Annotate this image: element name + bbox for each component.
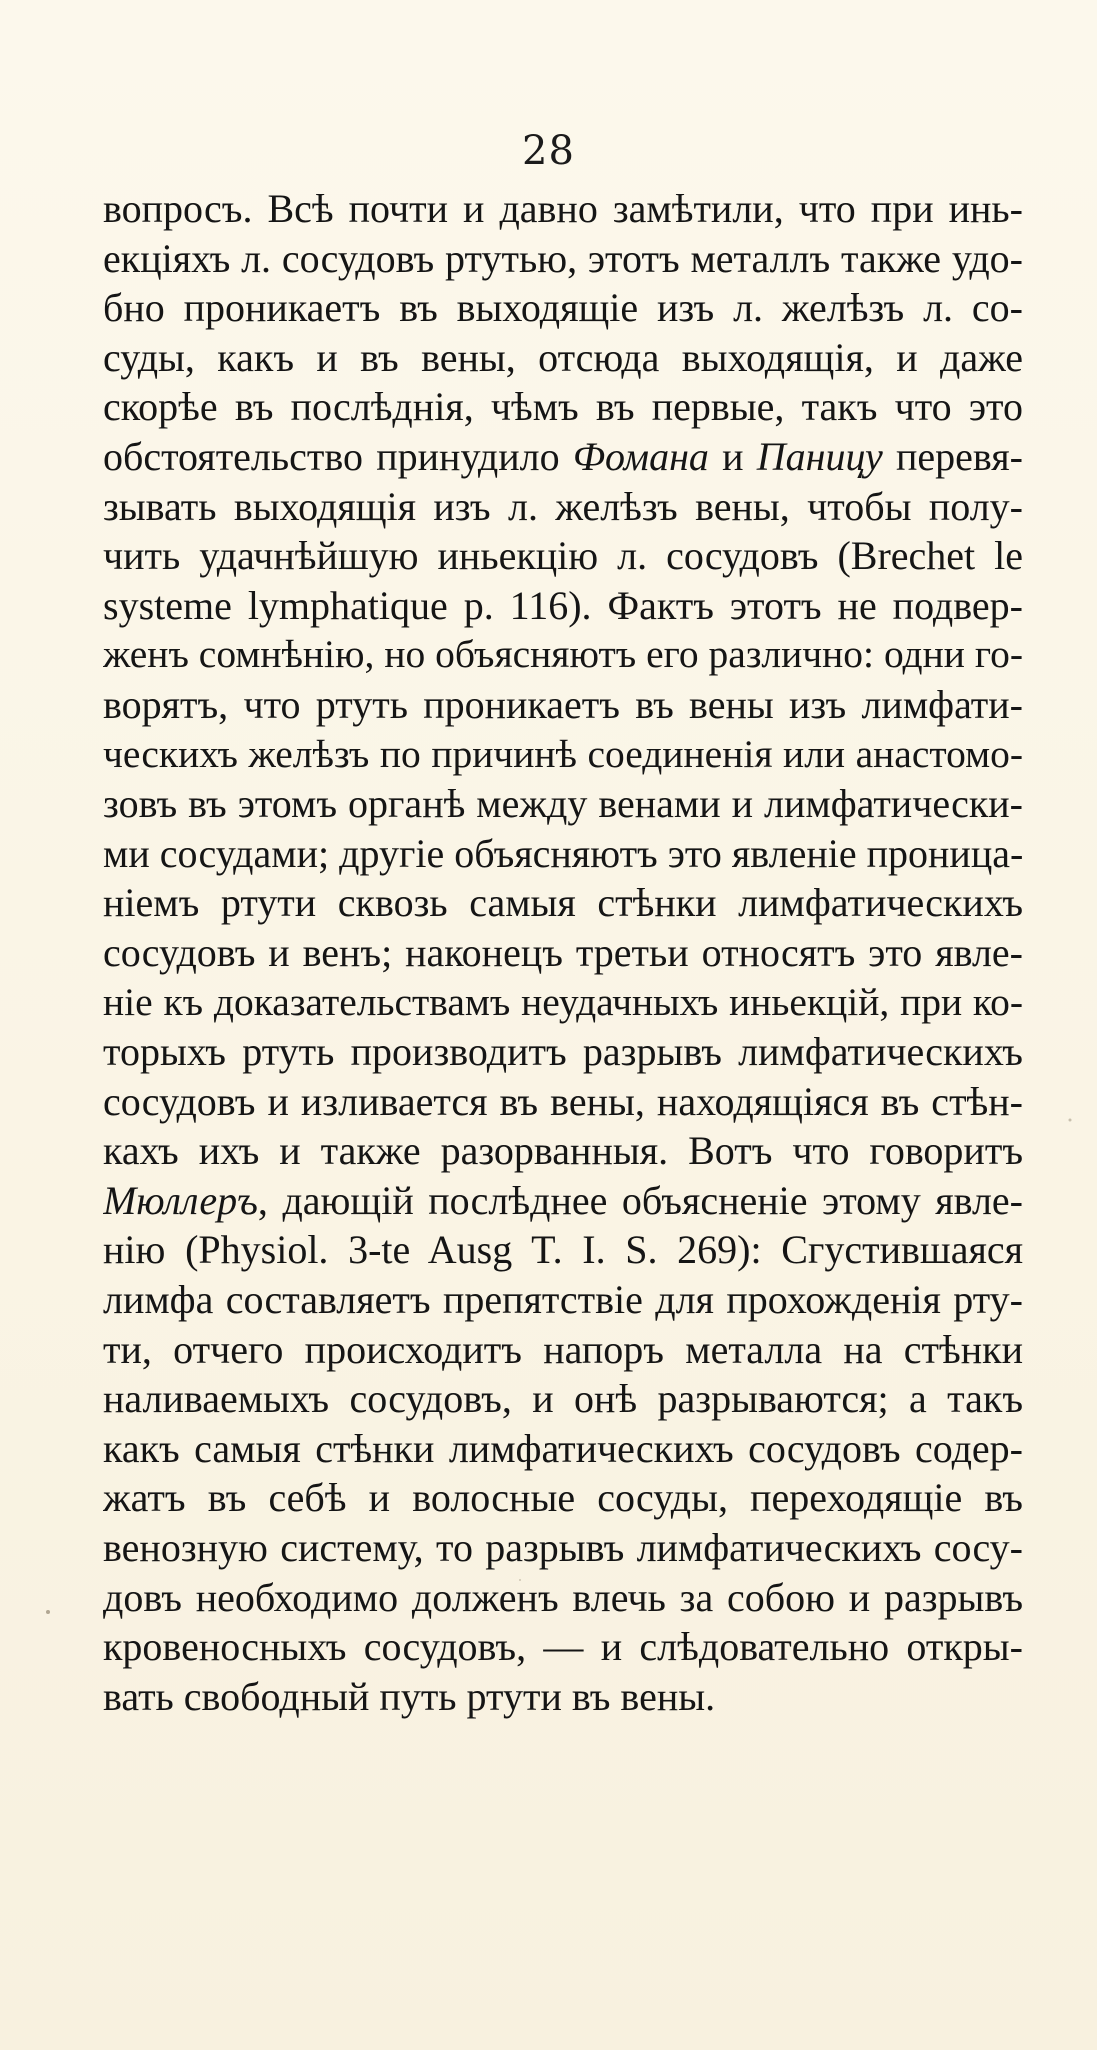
body-text xyxy=(103,184,1023,1721)
author-name: Фомана xyxy=(572,433,709,479)
text-line: чить удачнѣйшую иньекцію л. сосудовъ (Brechet le xyxy=(103,533,1023,579)
text-line: суды, какъ и въ вены, отсюда выходящія, и даже xyxy=(103,334,1023,380)
author-name: Паницу xyxy=(756,433,883,479)
text-line: ніемъ ртути сквозь самыя стѣнки лимфатическихъ xyxy=(103,880,1023,926)
text-line: сосудовъ и изливается въ вены, находящіяся въ стѣн- xyxy=(103,1078,1023,1124)
text-line: systeme lymphatique p. 116). Фактъ этотъ не подвер- xyxy=(103,582,1023,628)
text-line: жатъ въ себѣ и волосные сосуды, переходящіе въ xyxy=(103,1475,1023,1521)
text-line: торыхъ ртуть производитъ разрывъ лимфатическихъ xyxy=(103,1029,1023,1075)
text-line: бно проникаетъ въ выходящіе изъ л. желѣзъ л. со- xyxy=(103,285,1023,331)
text-line: ти, отчего происходитъ напоръ металла на стѣнки xyxy=(103,1326,1023,1372)
text-line: наливаемыхъ сосудовъ, и онѣ разрываются; а такъ xyxy=(103,1376,1023,1422)
paper-speck xyxy=(1069,1119,1072,1122)
text-line: зывать выходящія изъ л. желѣзъ вены, чтобы полу- xyxy=(103,483,1023,529)
author-name: Мюллеръ xyxy=(103,1177,258,1223)
text-line: женъ сомнѣнію, но объясняютъ его различно: одни го- xyxy=(103,632,1023,677)
text-line: кровеносныхъ сосудовъ, — и слѣдовательно откры- xyxy=(103,1624,1023,1670)
text-line: ми сосудами; другіе объясняютъ это явленіе проница- xyxy=(103,830,1023,876)
text-line: вать свободный путь ртути въ вены. xyxy=(103,1673,716,1719)
text-line: венозную систему, то разрывъ лимфатическихъ сосу- xyxy=(103,1525,1023,1571)
text-line: ворятъ, что ртуть проникаетъ въ вены изъ лимфати- xyxy=(103,681,1023,727)
text-line: лимфа составляетъ препятствіе для прохожденія рту- xyxy=(103,1277,1023,1323)
text-line: зовъ въ этомъ органѣ между венами и лимфатически- xyxy=(103,781,1023,827)
paper-speck xyxy=(46,1610,50,1614)
text-line: сосудовъ и венъ; наконецъ третьи относятъ это явле- xyxy=(103,929,1023,975)
text-line: скорѣе въ послѣднія, чѣмъ въ первые, такъ что это xyxy=(103,384,1023,430)
text-line: нію (Physiol. 3-te Ausg T. I. S. 269): Сгустившаяся xyxy=(103,1227,1023,1273)
text-line: кахъ ихъ и также разорванныя. Вотъ что говоритъ xyxy=(103,1128,1023,1174)
text-line: довъ необходимо долженъ влечь за собою и разрывъ xyxy=(103,1574,1023,1620)
text-line: ческихъ желѣзъ по причинѣ соединенія или анастомо- xyxy=(103,731,1023,776)
page-number: 28 xyxy=(522,128,575,174)
text-line: ніе къ доказательствамъ неудачныхъ иньекцій, при ко- xyxy=(103,979,1023,1024)
text-line: вопросъ. Всѣ почти и давно замѣтили, что при инь- xyxy=(103,186,1023,231)
text-line: Мюллеръ, дающій послѣднее объясненіе этому явле- xyxy=(103,1177,1023,1223)
text-line: какъ самыя стѣнки лимфатическихъ сосудовъ содер- xyxy=(103,1425,1023,1471)
text-line: обстоятельство принудило Фомана и Паницу перевя- xyxy=(103,433,1023,479)
text-line: екціяхъ л. сосудовъ ртутью, этотъ металлъ также удо- xyxy=(103,235,1023,281)
